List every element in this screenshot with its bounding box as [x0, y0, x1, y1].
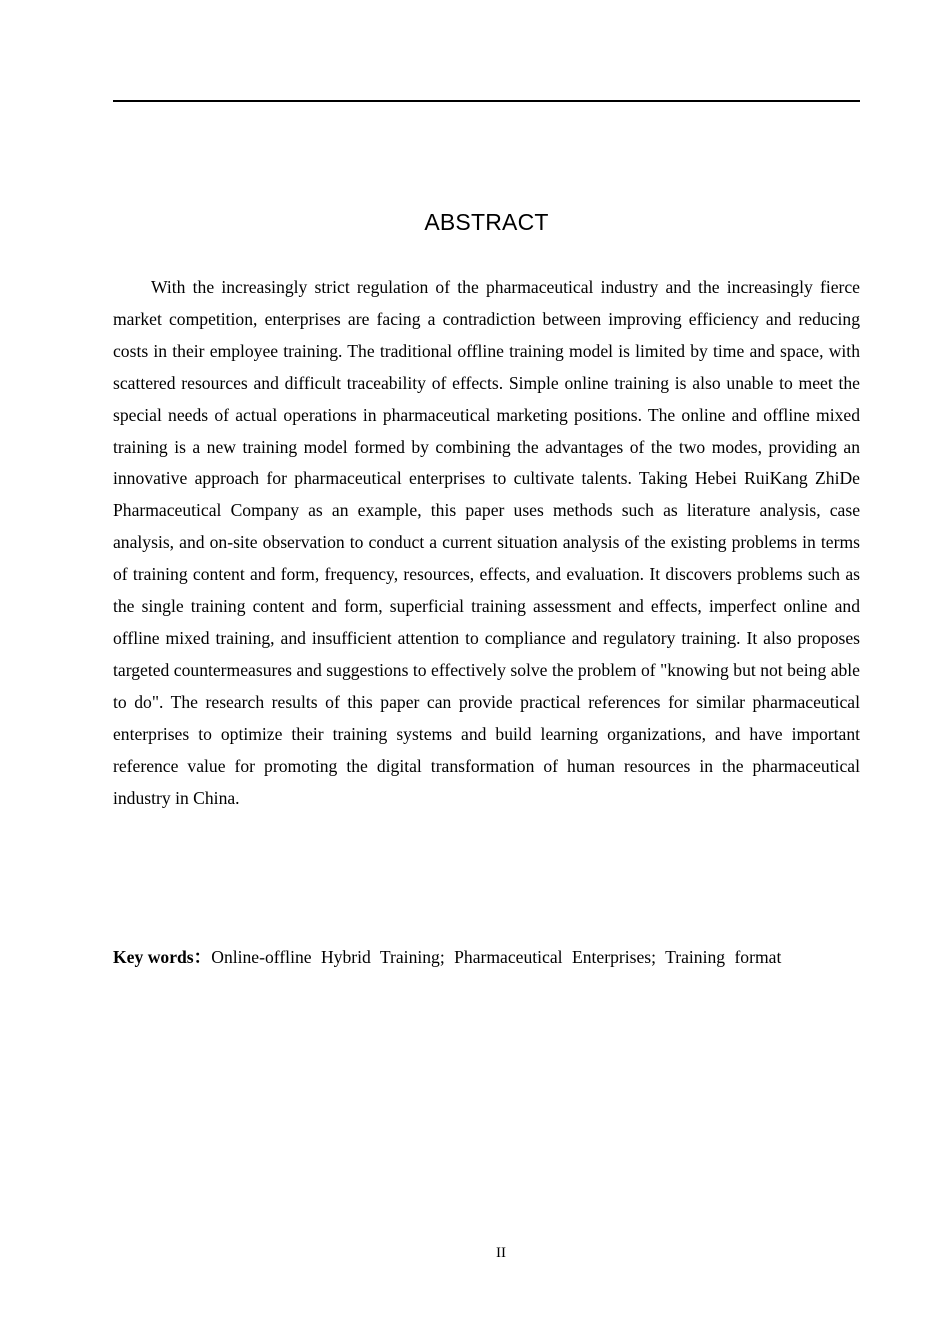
header-rule [113, 100, 860, 102]
abstract-title: ABSTRACT [424, 209, 549, 235]
keywords-line [113, 942, 860, 974]
keywords-label: Key words： [113, 947, 212, 967]
abstract-body: With the increasingly strict regulation of the pharmaceutical industry and the increasingly fierce market competition, enterprises are facing a contradiction between improving efficiency and reducing costs in their employee training. The traditional offline training model is limited by time and space, with scattered resources and difficult traceability of effects. Simple online training is also unable to meet the special needs of actual operations in pharmaceutical marketing positions. The online and offline mixed training is a new training model formed by combining the advantages of the two modes, providing an innovative approach for pharmaceutical enterprises to cultivate talents. Taking Hebei RuiKang ZhiDe Pharmaceutical Company as an example, this paper uses methods such as literature analysis, case analysis, and on-site observation to conduct a current situation analysis of the existing problems in terms of training content and form, frequency, resources, effects, and evaluation. It discovers problems such as the single training content and form, superficial training assessment and effects, imperfect online and offline mixed training, and insufficient attention to compliance and regulatory training. It also proposes targeted countermeasures and suggestions to effectively solve the problem of "knowing but not being able to do". The research results of this paper can provide practical references for similar pharmaceutical enterprises to optimize their training systems and build learning organizations, and have important reference value for promoting the digital transformation of human resources in the pharmaceutical industry in China. [113, 277, 860, 808]
page-number: II [496, 1245, 506, 1261]
keywords-text: Online-offline Hybrid Training; Pharmaceutical Enterprises; Training format [211, 947, 782, 967]
